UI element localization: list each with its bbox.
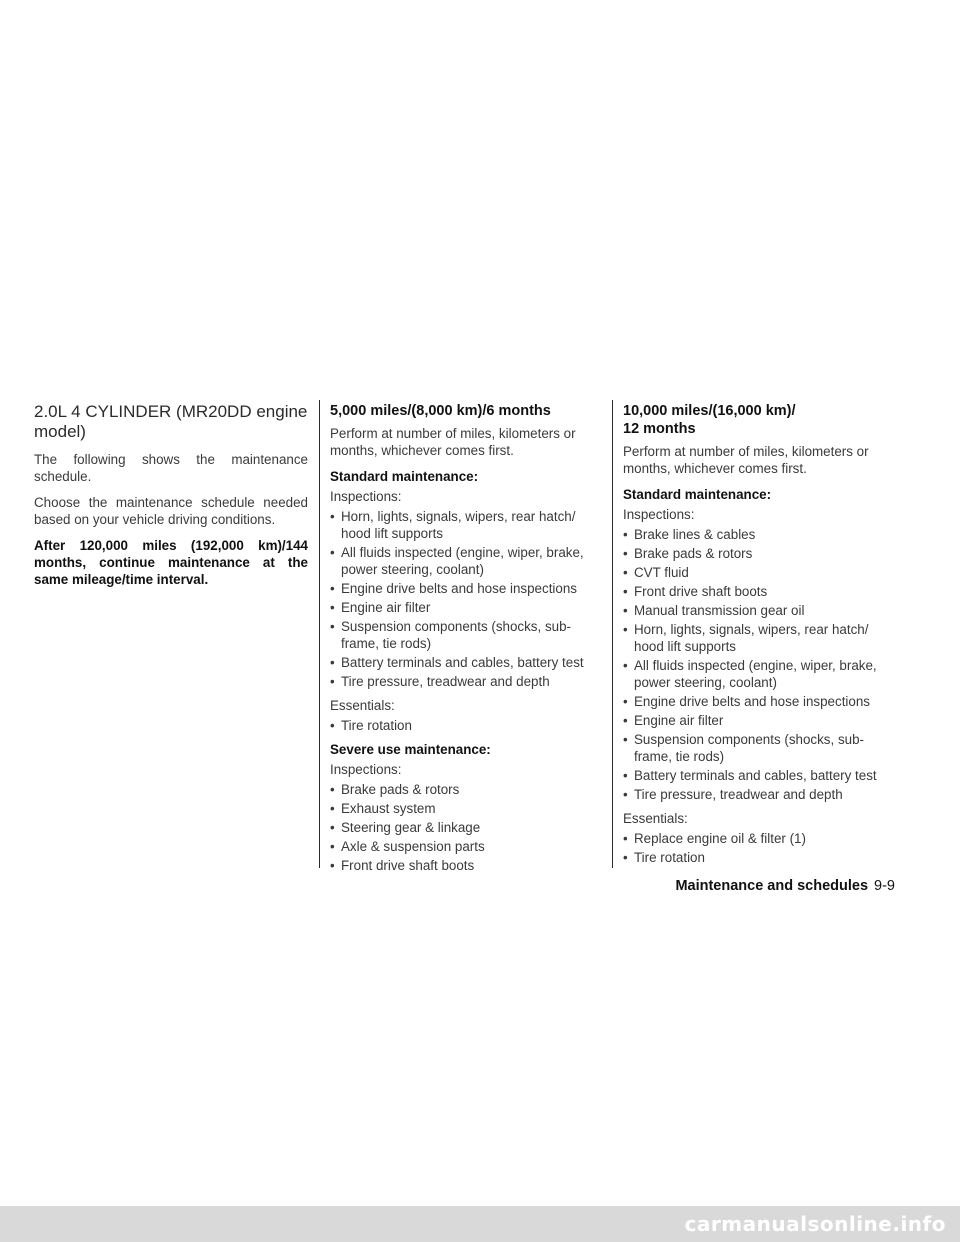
- essentials-list: [330, 717, 602, 734]
- list-item: • Engine air filter: [330, 599, 602, 616]
- paragraph: The following shows the maintenance schedule.: [34, 452, 308, 484]
- standard-heading: Standard maintenance:: [623, 487, 772, 502]
- inspections-label: Inspections:: [330, 762, 402, 777]
- footer-section-title: Maintenance and schedules: [675, 878, 869, 894]
- interval-title-line: 12 months: [623, 421, 696, 437]
- column-divider: [612, 400, 613, 868]
- watermark-band: [0, 1206, 960, 1242]
- intro-text: Perform at number of miles, kilometers or months, whichever comes first.: [623, 444, 869, 476]
- inspections-label: Inspections:: [623, 507, 695, 522]
- list-item: • Brake lines & cables: [623, 526, 895, 543]
- list-item: • All fluids inspected (engine, wiper, brake, power steering, coolant): [623, 657, 895, 691]
- list-item: • Front drive shaft boots: [623, 583, 895, 600]
- list-item: • All fluids inspected (engine, wiper, brake, power steering, coolant): [330, 544, 602, 578]
- column-5000-miles: [330, 402, 602, 881]
- page-number: 9-9: [874, 878, 895, 894]
- standard-list: [623, 526, 895, 803]
- list-item: • Horn, lights, signals, wipers, rear hatch/ hood lift supports: [330, 508, 602, 542]
- list-item: • Brake pads & rotors: [623, 545, 895, 562]
- standard-list: [330, 508, 602, 690]
- list-item: • Suspension components (shocks, sub-frame, tie rods): [623, 731, 895, 765]
- section-title: 2.0L 4 CYLINDER (MR20DD engine model): [34, 402, 308, 441]
- list-item: • Tire pressure, treadwear and depth: [623, 786, 895, 803]
- list-item: • Exhaust system: [330, 800, 602, 817]
- column-10000-miles: [623, 402, 895, 873]
- list-item: • Engine air filter: [623, 712, 895, 729]
- list-item: • Battery terminals and cables, battery test: [623, 767, 895, 784]
- intro-text: Perform at number of miles, kilometers or months, whichever comes first.: [330, 426, 576, 458]
- list-item: • Suspension components (shocks, sub-frame, tie rods): [330, 618, 602, 652]
- page-footer: [675, 878, 895, 894]
- list-item: • Brake pads & rotors: [330, 781, 602, 798]
- list-item: • Tire pressure, treadwear and depth: [330, 673, 602, 690]
- interval-title: 5,000 miles/(8,000 km)/6 months: [330, 403, 551, 419]
- list-item: • Tire rotation: [330, 717, 602, 734]
- list-item: • Tire rotation: [623, 849, 895, 866]
- standard-heading: Standard maintenance:: [330, 469, 479, 484]
- list-item: • Manual transmission gear oil: [623, 602, 895, 619]
- essentials-label: Essentials:: [330, 698, 395, 713]
- bold-note: After 120,000 miles (192,000 km)/144 months, continue maintenance at the same mileage/time interval.: [34, 538, 308, 587]
- essentials-label: Essentials:: [623, 811, 688, 826]
- list-item: • Engine drive belts and hose inspections: [623, 693, 895, 710]
- interval-title-line: 10,000 miles/(16,000 km)/: [623, 403, 796, 419]
- list-item: • Front drive shaft boots: [330, 857, 602, 874]
- list-item: • Replace engine oil & filter (1): [623, 830, 895, 847]
- list-item: • Engine drive belts and hose inspections: [330, 580, 602, 597]
- paragraph: Choose the maintenance schedule needed based on your vehicle driving conditions.: [34, 495, 308, 527]
- inspections-label: Inspections:: [330, 489, 402, 504]
- interval-title: [623, 402, 895, 438]
- severe-list: [330, 781, 602, 874]
- list-item: • Horn, lights, signals, wipers, rear hatch/ hood lift supports: [623, 621, 895, 655]
- list-item: • Axle & suspension parts: [330, 838, 602, 855]
- list-item: • CVT fluid: [623, 564, 895, 581]
- column-intro: [34, 402, 308, 597]
- column-divider: [319, 400, 320, 868]
- list-item: • Steering gear & linkage: [330, 819, 602, 836]
- severe-heading: Severe use maintenance:: [330, 742, 491, 757]
- essentials-list: [623, 830, 895, 866]
- watermark-text: carmanualsonline.info: [684, 1212, 946, 1236]
- list-item: • Battery terminals and cables, battery test: [330, 654, 602, 671]
